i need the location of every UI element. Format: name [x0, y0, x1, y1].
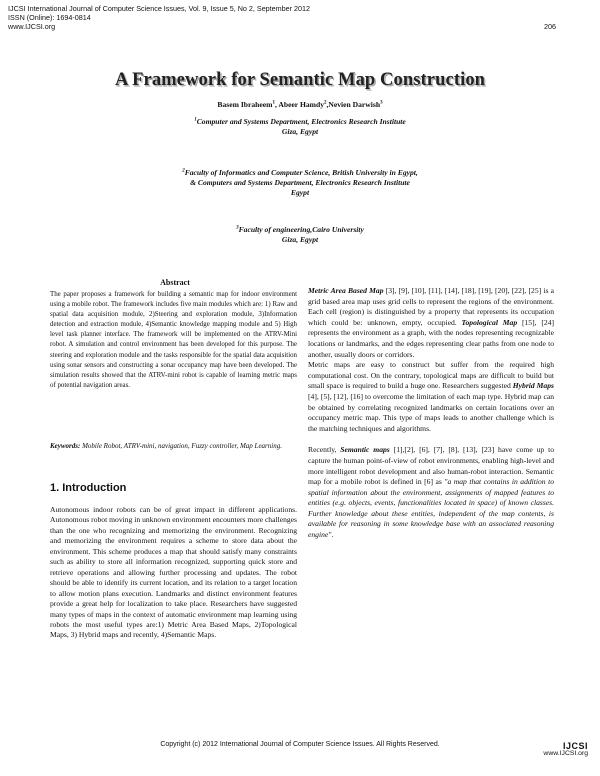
affiliation-2-line1: Faculty of Informatics and Computer Science, British University in Egypt, [184, 168, 418, 177]
author-1: Basem Ibraheem [217, 100, 273, 109]
author-list [0, 100, 600, 110]
keywords-list: Mobile Robot, ATRV-mini, navigation, Fuzzy controller, Map Learning. [80, 442, 282, 450]
introduction-heading: 1. Introduction [50, 482, 127, 494]
term-semantic-maps: Semantic maps [340, 445, 390, 455]
abstract-text: The paper proposes a framework for building a semantic map for indoor environment using a mobile robot. The framework includes five main modules which are: 1) Raw and spatial data acquisition module, 2)Steering and exploration module, 3)Information detection and extraction module, 4)Semantic knowledge mapping module and 5) High level task planner interface. The framework will be implemented on the ATRV-Mini robot. A simulation and control environment has been developed for this purpose. The steering and exploration module and the tasks responsible for the spatial data acquisition using sonar sensors and constructing a sonar occupancy map have been developed. The simulation results showed that the ATRV-mini robot is capable of learning metric maps of potential navigation areas. [50, 291, 297, 389]
introduction-text: Autonomous indoor robots can be of great impact in different applications. Autonomous robot moving in unknown environment encounters more challenges than the one who recognizing and memorizing the environment. Recognizing and memorizing the environment requires a scheme to store data about the environment. This scheme produces a map that should satisfy many constraints such as ability to store all information recognized, supporting quick store and retrieve operations and allowing further processing and updates. The robot should be able to identify its current location, and its relation to a target location to allow motion plans execution. Landmarks and distinct environment features provide a great help for localization to take place. Researchers have suggested many types of maps in the context of automatic environment map learning using robots the most useful types are:1) Metric Area Based Maps, 2)Topological Maps, 3) Hybrid maps and recently, 4)Semantic Maps. [50, 505, 297, 640]
affiliation-1 [0, 117, 600, 137]
journal-citation: IJCSI International Journal of Computer Science Issues, Vol. 9, Issue 5, No 2, September 2012 [8, 4, 311, 13]
paper-title: A Framework for Semantic Map Construction [114, 70, 486, 90]
paragraph-text: [15], [24] represents the environment as a graph, with the nodes representing recognizable locations or landmarks, and the edges representing clear paths from one node to another, usually doors or corridors. [308, 317, 555, 359]
footer-copyright: Copyright (c) 2012 International Journal of Computer Science Issues. All Rights Reserved. [160, 741, 440, 748]
affiliation-3-sup: 3 [236, 225, 239, 231]
logo-text: IJCSI [562, 741, 588, 751]
affiliation-2 [0, 168, 600, 198]
keywords-label: Keywords: [50, 442, 81, 450]
paragraph-semantic-maps [308, 445, 554, 540]
affiliation-3-line1: Faculty of engineering,Cairo University [238, 225, 364, 234]
page-number: 206 [544, 22, 556, 31]
logo-url: www.IJCSI.org [543, 750, 588, 757]
journal-logo [528, 742, 588, 758]
affiliation-1-line2: Giza, Egypt [281, 127, 319, 136]
paragraph-text: Metric maps are easy to construct but suffer from the required high computational cost. On the contrary, topological maps are difficult to build but small space is required to build a huge one. Researchers suggested [308, 360, 554, 391]
journal-issn: ISSN (Online): 1694-0814 [8, 13, 91, 22]
author-3-sup: 3 [380, 100, 383, 106]
term-topological-map: Topological Map [461, 317, 518, 327]
paragraph-text: [1],[2], [6], [7], [8], [13], [23] have come up to capture the human point-of-view of robot environments, enabling high-level and more intelligent robot development and also human-robot interaction. Semantic map for a mobile robot is defined in [6] as [308, 445, 554, 487]
author-2: , Abeer Hamdy [274, 100, 324, 109]
term-hybrid-maps: Hybrid Maps [512, 381, 554, 391]
affiliation-1-line1: Computer and Systems Department, Electronics Research Institute [196, 117, 406, 126]
affiliation-2-sup: 2 [182, 168, 185, 174]
affiliation-3-line2: Giza, Egypt [281, 235, 319, 244]
journal-website: www.IJCSI.org [8, 22, 56, 31]
affiliation-3 [0, 225, 600, 245]
paragraph-text: Recently, [308, 445, 341, 455]
keywords [50, 441, 297, 451]
affiliation-1-sup: 1 [194, 117, 197, 123]
paragraph-map-types [308, 286, 554, 360]
affiliation-2-line3: Egypt [290, 188, 310, 197]
paragraph-text: . [331, 530, 334, 540]
term-metric-map: Metric Area Based Map [308, 286, 384, 295]
journal-header [8, 4, 592, 31]
affiliation-2-line2: & Computers and Systems Department, Electronics Research Institute [190, 178, 410, 187]
author-1-sup: 1 [272, 100, 275, 106]
paragraph-text: [4], [5], [12], [16] to overcome the limitation of each map type. Hybrid map can be obtained by correlating recognized landmarks on certain locations over an occupancy metric map. This type of maps leads to another challenge which is the matching techniques and algorithms. [308, 391, 554, 433]
author-3: ,Nevien Darwish [326, 100, 381, 109]
paragraph-text: [3], [9], [10], [11], [14], [18], [19], [20], [22], [25] is a grid based area map uses grid cells to represent the regions of the environment. Each cell (region) is distinguished by a property that represents its occupation which could be: unknown, empty, occupied. [308, 286, 554, 327]
semantic-map-definition-quote: "a map that contains in addition to spatial information about the environment, assignments of mapped features to entities (e.g. objects, events, functionalities located in space) of known classes. Further knowledge about these entities, independent of the map contents, is available for reasoning in some knowledge base with an associated reasoning engine" [308, 477, 554, 540]
author-2-sup: 2 [324, 100, 327, 106]
abstract-heading: Abstract [160, 278, 190, 287]
paragraph-hybrid-maps [308, 360, 554, 434]
right-column [308, 286, 554, 541]
